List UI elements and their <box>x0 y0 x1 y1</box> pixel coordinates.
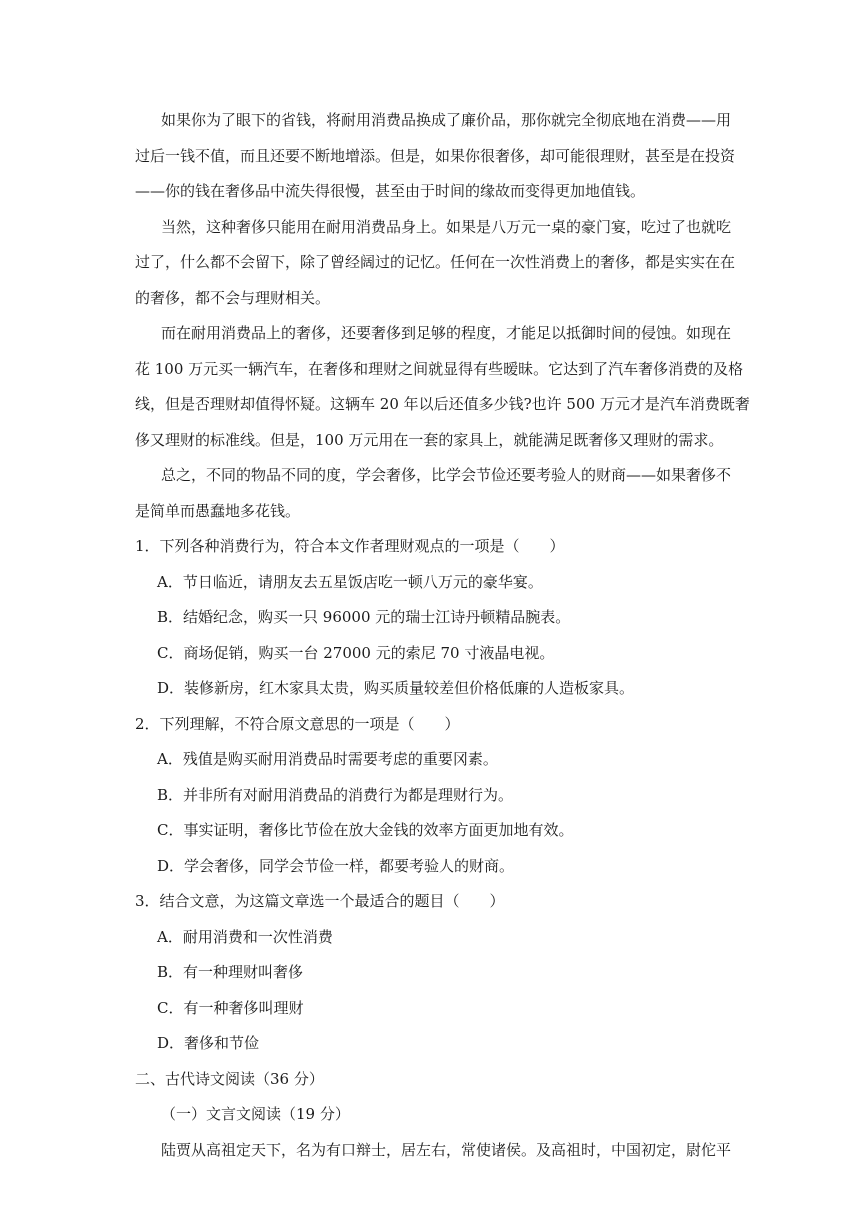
question-option: B．有一种理财叫奢侈 <box>157 963 304 981</box>
passage-line: 侈又理财的标准线。但是，100 万元用在一套的家具上，就能满足既奢侈又理财的需求。 <box>135 431 724 449</box>
passage-line: 如果你为了眼下的省钱，将耐用消费品换成了廉价品，那你就完全彻底地在消费——用 <box>161 111 732 129</box>
question-stem: 1．下列各种消费行为，符合本文作者理财观点的一项是（ ） <box>135 537 565 555</box>
question-option: C．事实证明，奢侈比节俭在放大金钱的效率方面更加地有效。 <box>157 821 574 839</box>
question-option: C．商场促销，购买一台 27000 元的索尼 70 寸液晶电视。 <box>157 644 555 662</box>
question-option: A．耐用消费和一次性消费 <box>157 928 333 946</box>
passage-line: 当然，这种奢侈只能用在耐用消费品身上。如果是八万元一桌的豪门宴，吃过了也就吃 <box>161 218 732 236</box>
question-option: D．学会奢侈，同学会节俭一样，都要考验人的财商。 <box>157 857 515 875</box>
passage-line: 是简单而愚蠢地多花钱。 <box>135 502 301 520</box>
question-option: D．奢侈和节俭 <box>157 1034 260 1052</box>
question-option: B．结婚纪念，购买一只 96000 元的瑞士江诗丹顿精品腕表。 <box>157 608 571 626</box>
section-subheading: （一）文言文阅读（19 分） <box>161 1105 350 1123</box>
question-stem: 2．下列理解，不符合原文意思的一项是（ ） <box>135 715 460 733</box>
passage-line: ——你的钱在奢侈品中流失得很慢，甚至由于时间的缘故而变得更加地值钱。 <box>135 182 646 200</box>
passage-line: 过了，什么都不会留下，除了曾经阔过的记忆。任何在一次性消费上的奢侈，都是实实在在 <box>135 253 736 271</box>
question-option: A．节日临近，请朋友去五星饭店吃一顿八万元的豪华宴。 <box>157 573 543 591</box>
passage-line: 线，但是否理财却值得怀疑。这辆车 20 年以后还值多少钱?也许 500 万元才是汽车消费既奢 <box>135 395 750 413</box>
question-option: C．有一种奢侈叫理财 <box>157 999 304 1017</box>
question-option: B．并非所有对耐用消费品的消费行为都是理财行为。 <box>157 786 514 804</box>
section-heading: 二、古代诗文阅读（36 分） <box>135 1070 324 1088</box>
passage-line: 而在耐用消费品上的奢侈，还要奢侈到足够的程度，才能足以抵御时间的侵蚀。如现在 <box>161 324 732 342</box>
passage-line: 过后一钱不值，而且还要不断地增添。但是，如果你很奢侈，却可能很理财，甚至是在投资 <box>135 147 736 165</box>
classical-text-line: 陆贾从高祖定天下，名为有口辩士，居左右，常使诸侯。及高祖时，中国初定，尉佗平 <box>161 1141 732 1159</box>
question-option: A．残值是购买耐用消费品时需要考虑的重要冈素。 <box>157 750 498 768</box>
question-option: D．装修新房，红木家具太贵，购买质量较差但价格低廉的人造板家具。 <box>157 679 635 697</box>
passage-line: 的奢侈，都不会与理财相关。 <box>135 289 331 307</box>
passage-line: 花 100 万元买一辆汽车，在奢侈和理财之间就显得有些暧昧。它达到了汽车奢侈消费的及格 <box>135 360 744 378</box>
question-stem: 3．结合文意，为这篇文章选一个最适合的题目（ ） <box>135 892 505 910</box>
passage-line: 总之，不同的物品不同的度，学会奢侈，比学会节俭还要考验人的财商——如果奢侈不 <box>161 466 732 484</box>
